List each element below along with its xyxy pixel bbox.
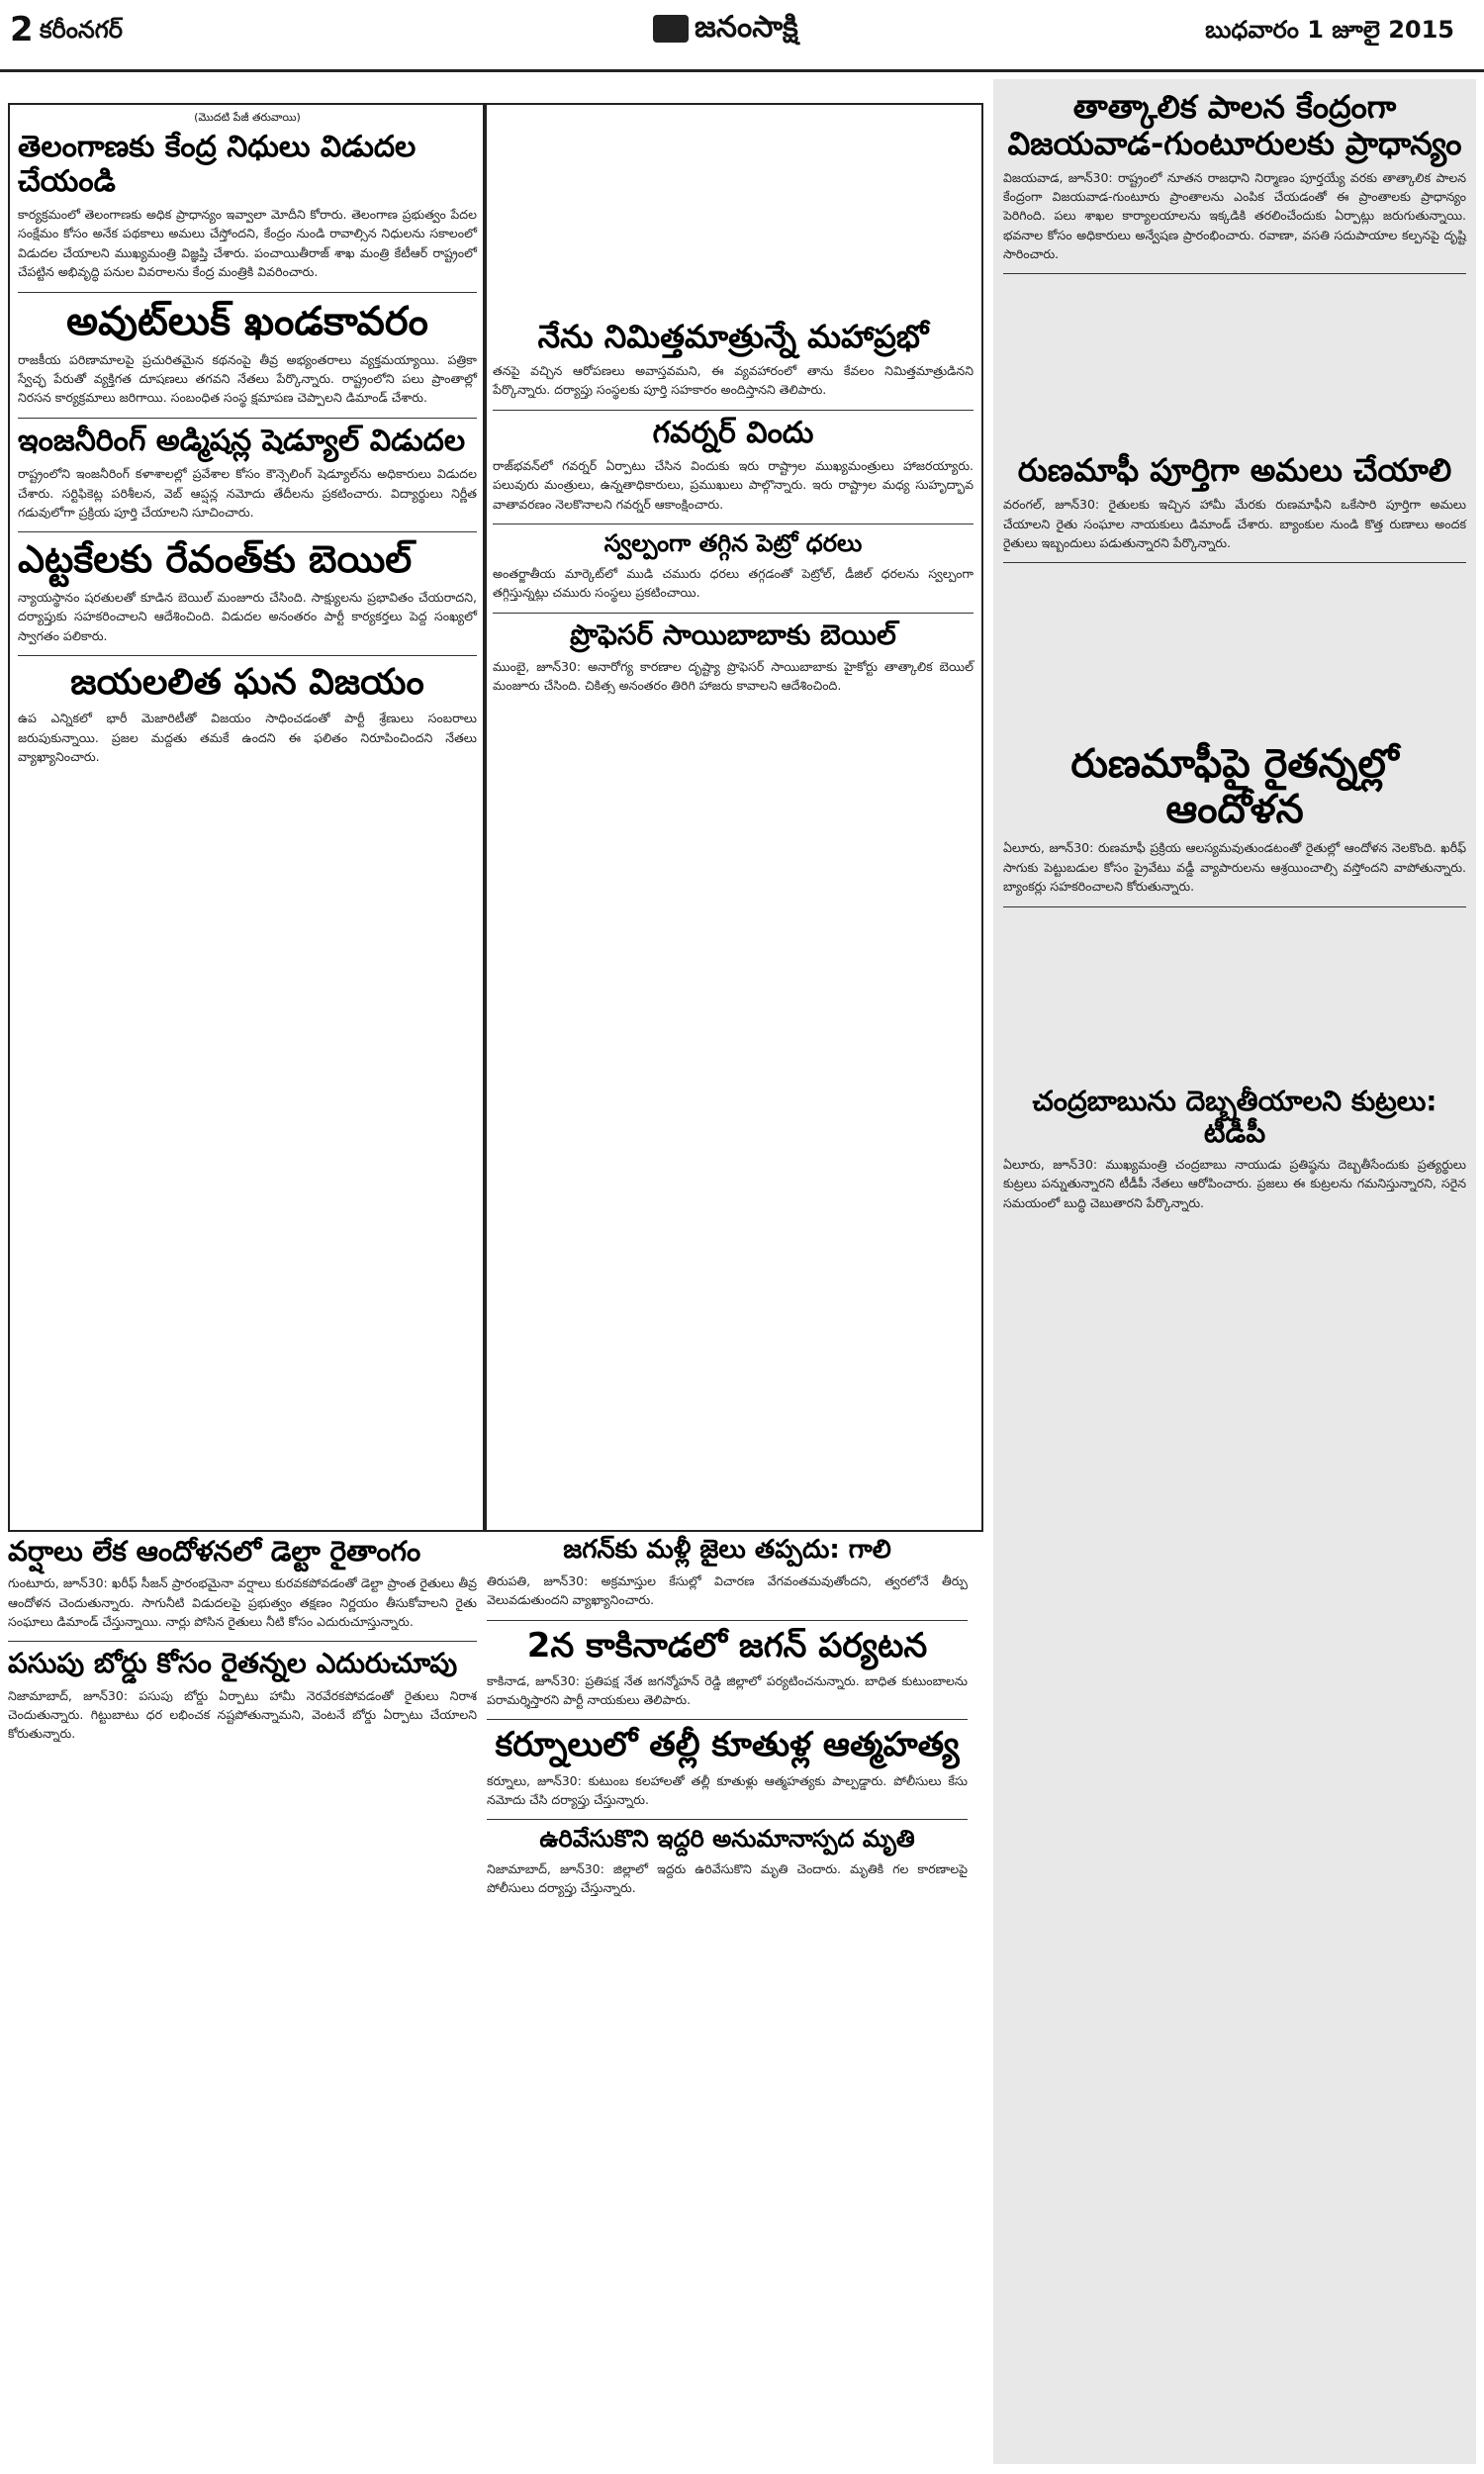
article-jayalalitha [18, 662, 477, 767]
article-urivesukoni [487, 1826, 968, 1897]
article-runamafi-2 [1003, 741, 1466, 896]
article-kakinada [487, 1627, 968, 1710]
article-saibaba [493, 619, 974, 696]
divider [18, 292, 477, 293]
divider [1003, 562, 1466, 563]
headline: జగన్‌కు మళ్లీ జైలు తప్పదు: గాలి [563, 1535, 891, 1565]
article-tdp [1003, 1086, 1466, 1213]
headline: తెలంగాణకు కేంద్ర నిధులు విడుదల చేయండి [18, 130, 417, 199]
article-body: నిజామాబాద్, జూన్30: పసుపు బోర్డు ఏర్పాటు హామీ నెరవేరకపోవడంతో రైతులు నిరాశ చెందుతున్నారు. గిట్టుబాటు ధర లభించక నష్టపోతున్నామని, వెంటనే బోర్డు ఏర్పాటు చేయాలని కోరుతున్నారు. [8, 1687, 477, 1742]
issue-date: బుధవారం 1 జూలై 2015 [1205, 16, 1454, 44]
article-body: తిరుపతి, జూన్30: అక్రమాస్తుల కేసుల్లో విచారణ వేగవంతమవుతోందని, త్వరలోనే తీర్పు వెలువడుతుందని వ్యాఖ్యానించారు. [487, 1572, 968, 1608]
headline: రుణమాఫీపై రైతన్నల్లో ఆందోళన [1070, 741, 1399, 833]
article-body: కాకినాడ, జూన్30: ప్రతిపక్ష నేత జగన్మోహన్ రెడ్డి జిల్లాలో పర్యటించనున్నారు. బాధిత కుటుంబాలను పరామర్శిస్తారని పార్టీ నాయకులు తెలిపారు. [487, 1672, 968, 1708]
left-box-column-b [483, 103, 983, 1532]
article-body: ముంబై, జూన్30: అనారోగ్య కారణాల దృష్ట్యా ప్రొఫెసర్ సాయిబాబాకు హైకోర్టు తాత్కాలిక బెయిల్ మంజూరు చేసింది. చికిత్స అనంతరం తిరిగి హాజరు కావాలని ఆదేశించింది. [493, 658, 974, 694]
headline: స్వల్పంగా తగ్గిన పెట్రో ధరలు [603, 529, 863, 558]
divider [1003, 273, 1466, 274]
article-delta [8, 1536, 477, 1631]
article-petrol [493, 530, 974, 602]
page-number: 2 [10, 10, 34, 49]
divider [493, 613, 974, 614]
divider [487, 1719, 968, 1720]
divider [18, 531, 477, 532]
article-body: నిజామాబాద్, జూన్30: జిల్లాలో ఇద్దరు ఉరివేసుకొని మృతి చెందారు. మృతికి గల కారణాలపై పోలీసులు దర్యాప్తు చేస్తున్నారు. [487, 1860, 968, 1896]
article-body: రాజకీయ పరిణామాలపై ప్రచురితమైన కథనంపై తీవ్ర అభ్యంతరాలు వ్యక్తమయ్యాయి. పత్రికా స్వేచ్ఛ పేరుతో వ్యక్తిగత దూషణలు తగవని నేతలు పేర్కొన్నారు. రాష్ట్రంలోని పలు ప్రాంతాల్లో నిరసన కార్యక్రమాలు జరిగాయి. సంబంధిత సంస్థ క్షమాపణ చెప్పాలని డిమాండ్ చేశారు. [18, 351, 477, 406]
headline: ఇంజనీరింగ్ అడ్మిషన్ల షెడ్యూల్ విడుదల [18, 423, 466, 458]
bottom-middle-column [487, 1532, 968, 2462]
headline: చంద్రబాబును దెబ్బతీయాలని కుట్రలు: టీడీపీ [1032, 1084, 1438, 1149]
headline: అవుట్‌లుక్ ఖండకావరం [66, 298, 428, 344]
masthead [0, 0, 1484, 72]
divider [487, 1620, 968, 1621]
article-outlook [18, 299, 477, 408]
article-runamafi-1 [1003, 452, 1466, 552]
article-body: గుంటూరు, జూన్30: ఖరీఫ్ సీజన్ ప్రారంభమైనా వర్షాలు కురవకపోవడంతో డెల్టా ప్రాంత రైతులు తీవ్ర ఆందోళన చెందుతున్నారు. సాగునీటి విడుదలపై ప్రభుత్వం తక్షణం నిర్ణయం తీసుకోవాలని రైతు సంఘాలు డిమాండ్ చేస్తున్నాయి. నార్లు పోసిన రైతులు నీటి కోసం ఎదురుచూస్తున్నారు. [8, 1575, 477, 1629]
section-name: కరీంనగర్ [40, 16, 123, 44]
article-body: తనపై వచ్చిన ఆరోపణలు అవాస్తవమని, ఈ వ్యవహారంలో తాను కేవలం నిమిత్తమాత్రుడినని పేర్కొన్నారు. దర్యాప్తు సంస్థలకు పూర్తి సహకారం అందిస్తానని తెలిపారు. [493, 362, 974, 398]
divider [493, 410, 974, 411]
article-body: అంతర్జాతీయ మార్కెట్‌లో ముడి చమురు ధరలు తగ్గడంతో పెట్రోల్, డీజిల్ ధరలను స్వల్పంగా తగ్గిస్తున్నట్లు చమురు సంస్థలు ప్రకటించాయి. [493, 565, 974, 601]
article-body: ఉప ఎన్నికలో భారీ మెజారిటీతో విజయం సాధించడంతో పార్టీ శ్రేణులు సంబరాలు జరుపుకున్నాయి. ప్రజల మద్దతు తమకే ఉందని ఈ ఫలితం నిరూపించిందని నేతలు వ్యాఖ్యానించారు. [18, 711, 477, 765]
headline: రుణమాఫీ పూర్తిగా అమలు చేయాలి [1017, 451, 1452, 490]
kicker: (మొదటి పేజీ తరువాయి) [194, 111, 301, 124]
article-body: కర్నూలు, జూన్30: కుటుంబ కలహాలతో తల్లీ కూతుళ్లు ఆత్మహత్యకు పాల్పడ్డారు. పోలీసులు కేసు నమోదు చేసి దర్యాప్తు చేస్తున్నారు. [487, 1772, 968, 1807]
article-pasupu [8, 1648, 477, 1743]
article-jagan-jail [487, 1536, 968, 1610]
article-mahaprabhu [493, 319, 974, 400]
divider [487, 1819, 968, 1820]
article-governor [493, 417, 974, 515]
article-body: ఏలూరు, జూన్30: ముఖ్యమంత్రి చంద్రబాబు నాయుడు ప్రతిష్ఠను దెబ్బతీసేందుకు ప్రత్యర్థులు కుట్రలు పన్నుతున్నారని టీడీపీ నేతలు ఆరోపించారు. ప్రజలు ఈ కుట్రలను గమనిస్తున్నారని, సరైన సమయంలో బుద్ధి చెబుతారని పేర్కొన్నారు. [1003, 1156, 1466, 1210]
headline: ప్రొఫెసర్ సాయిబాబాకు బెయిల్ [570, 618, 896, 651]
left-box-column-a [8, 103, 487, 1532]
right-column [993, 79, 1476, 2464]
article-body: వరంగల్, జూన్30: రైతులకు ఇచ్చిన హామీ మేరకు రుణమాఫీని ఒకేసారి పూర్తిగా అమలు చేయాలని రైతు సంఘాల నాయకులు డిమాండ్ చేశారు. బ్యాంకుల నుండి కొత్త రుణాలు అందక రైతులు ఇబ్బందులు పడుతున్నారని పేర్కొన్నారు. [1003, 497, 1466, 551]
article-kurnool [487, 1726, 968, 1809]
article-body: న్యాయస్థానం షరతులతో కూడిన బెయిల్ మంజూరు చేసింది. సాక్ష్యులను ప్రభావితం చేయరాదని, దర్యాప్తుకు సహకరించాలని ఆదేశించింది. విడుదల అనంతరం పార్టీ కార్యకర్తలు పెద్ద సంఖ్యలో స్వాగతం పలికారు. [18, 589, 477, 643]
article-engineering [18, 425, 477, 523]
headline: 2న కాకినాడలో జగన్ పర్యటన [526, 1625, 928, 1665]
article-body: విజయవాడ, జూన్30: రాష్ట్రంలో నూతన రాజధాని నిర్మాణం పూర్తయ్యే వరకు తాత్కాలిక పాలన కేంద్రంగా విజయవాడ-గుంటూరు ప్రాంతాలను ఎంపిక చేయడంతో ఈ ప్రాంతాలకు ప్రాధాన్యం పెరిగింది. పలు శాఖల కార్యాలయాలను ఇక్కడికి తరలించేందుకు ఏర్పాట్లు జరుగుతున్నాయి. భవనాల కోసం అధికారులు అన్వేషణ ప్రారంభించారు. రవాణా, వసతి సదుపాయాల కల్పనపై దృష్టి సారించారు. [1003, 169, 1466, 262]
headline: వర్షాలు లేక ఆందోళనలో డెల్టా రైతాంగం [8, 1535, 421, 1568]
article-revanth [18, 538, 477, 645]
article-telangana [18, 111, 477, 282]
headline: జయలలిత ఘన విజయం [70, 662, 424, 704]
headline: కర్నూలులో తల్లీ కూతుళ్ల ఆత్మహత్య [495, 1725, 960, 1765]
headline: ఎట్టకేలకు రేవంత్‌కు బెయిల్ [18, 537, 413, 582]
article-body: రాష్ట్రంలోని ఇంజనీరింగ్ కళాశాలల్లో ప్రవేశాల కోసం కౌన్సెలింగ్ షెడ్యూల్‌ను అధికారులు విడుదల చేశారు. సర్టిఫికెట్ల పరిశీలన, వెబ్ ఆప్షన్ల నమోదు తేదీలను ప్రకటించారు. విద్యార్థులు నిర్ణీత గడువులోగా ప్రక్రియ పూర్తి చేయాలని సూచించారు. [18, 466, 477, 520]
headline: గవర్నర్ విందు [652, 415, 814, 450]
newspaper-brand [653, 10, 798, 51]
article-body: ఏలూరు, జూన్30: రుణమాఫీ ప్రక్రియ ఆలస్యమవుతుండటంతో రైతుల్లో ఆందోళన నెలకొంది. ఖరీఫ్ సాగుకు పెట్టుబడుల కోసం ప్రైవేటు వడ్డీ వ్యాపారులను ఆశ్రయించాల్సి వస్తోందని వాపోతున్నారు. బ్యాంకర్లు సహకరించాలని కోరుతున్నారు. [1003, 840, 1466, 895]
brand-logo-icon [653, 15, 689, 43]
divider [1003, 906, 1466, 907]
brand-name: జనంసాక్షి [695, 10, 798, 45]
divider [493, 523, 974, 524]
headline: తాత్కాలిక పాలన కేంద్రంగా విజయవాడ-గుంటూరులకు ప్రాధాన్యం [1007, 88, 1462, 162]
divider [8, 1641, 477, 1642]
article-vijayawada [1003, 89, 1466, 263]
headline: నేను నిమిత్తమాత్రున్నే మహాప్రభో [537, 318, 929, 355]
headline: ఉరివేసుకొని ఇద్దరి అనుమానాస్పద మృతి [539, 1825, 915, 1854]
divider [18, 418, 477, 419]
divider [18, 655, 477, 656]
article-body: కార్యక్రమంలో తెలంగాణకు అధిక ప్రాధాన్యం ఇవ్వాలా మోదీని కోరారు. తెలంగాణ ప్రభుత్వం పేదల సంక్షేమం కోసం అనేక పథకాలు అమలు చేస్తోందని, కేంద్రం నుండి రావాల్సిన నిధులను సకాలంలో విడుదల చేయాలని ముఖ్యమంత్రి విజ్ఞప్తి చేశారు. పంచాయితీరాజ్ శాఖ మంత్రి కేటీఆర్ రాష్ట్రంలో చేపట్టిన అభివృద్ధి పనుల వివరాలను కేంద్ర మంత్రికి వివరించారు. [18, 207, 477, 280]
bottom-left-column [8, 1532, 477, 2462]
article-body: రాజ్‌భవన్‌లో గవర్నర్ ఏర్పాటు చేసిన విందుకు ఇరు రాష్ట్రాల ముఖ్యమంత్రులు హాజరయ్యారు. పలువురు మంత్రులు, ఉన్నతాధికారులు, ప్రముఖులు పాల్గొన్నారు. ఇరు రాష్ట్రాల మధ్య సుహృద్భావ వాతావరణం నెలకొనాలని గవర్నర్ ఆకాంక్షించారు. [493, 458, 974, 512]
headline: పసుపు బోర్డు కోసం రైతన్నల ఎదురుచూపు [8, 1647, 458, 1680]
